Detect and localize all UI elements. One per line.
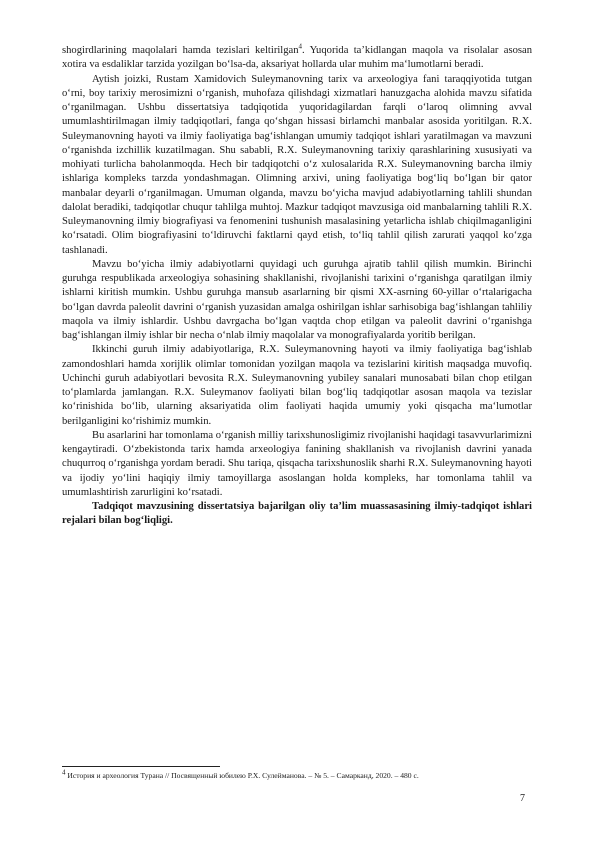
section-heading: Tadqiqot mavzusining dissertatsiya bajarilgan oliy ta’lim muassasasining ilmiy-tadqiqot ishlari rejalari bilan bog‘liqligi. [62, 501, 532, 527]
footnote-marker: 4 [62, 768, 66, 777]
paragraph-5: Bu asarlarini har tomonlama o‘rganish milliy tarixshunosligimiz rivojlanishi haqidagi tasavvurlarimizni kengaytiradi. O‘zbekistonda tarix hamda arxeologiya fanining shakllanish va rivojlanish davrini yanada chuqurroq o‘rganishga yordam beradi. Shu tariqa, qisqacha tarixshunoslik sharhi R.X. Suleymanovning hayoti va ijodiy yo‘lini haqiqiy ilmiy tamoyillarga asoslangan holda kompleks, har tomonlama tahlil va umumlashtirish zarurligini ko‘rsatadi. [62, 429, 532, 498]
footnote-text: История и археология Турана // Посвященный юбилею Р.Х. Сулейманова. – № 5. – Самарканд, 2020. – 480 с. [67, 771, 419, 780]
page-body [62, 44, 532, 529]
paragraph-1-text: shogirdlarining maqolalari hamda tezislari keltirilgan [62, 45, 299, 56]
paragraph-3: Mavzu bo‘yicha ilmiy adabiyotlarni quyidagi uch guruhga ajratib tahlil qilish mumkin. Birinchi guruhga respublikada arxeologiya sohasining shakllanishi, rivojlanishi tarixini o‘rganishga qaratilgan ilmiy ishlarni kiritish mumkin. Ushbu guruhga mansub asarlarning bir qismi XX-asrning 60-yillar o‘rtalarigacha bo‘lgan davrda paleolit davrini o‘rganish yuzasidan amalga oshirilgan ishlar sarhisobiga bag‘ishlangan tahliliy maqola va ilmiy ishlardir. Ushbu davrgacha bo‘lgan vaqtda chop etilgan va paleolit davrini o‘rganishga bag‘ishlangan ilmiy ishlar bir necha o‘nlab ilmiy maqolalar va monografiyalarda yoritib berilgan. [62, 258, 532, 341]
paragraph-1-tail: . Yuqorida ta’kidlangan maqola va risolalar asosan xotira va esdaliklar tarzida yozilgan bo‘lsa-da, aksariyat hollarda ular muhim ma‘lumotlarni beradi. [62, 45, 532, 71]
paragraph-2: Aytish joizki, Rustam Xamidovich Suleymanovning tarix va arxeologiya fani taraqqiyotida tutgan o‘rni, boy tarixiy merosimizni o‘rganish, muhofaza qilishdagi xizmatlari hanuzgacha alohida mavzu sifatida o‘rganilmagan. Ushbu dissertatsiya tadqiqotida yuqoridagilardan farqli o‘laroq olimning avval umumlashtirilmagan ilmiy tadqiqotlari, fanga qo‘shgan hissasi birlamchi manbalar asosida yoritilgan. R.X. Suleymanovning hayoti va ilmiy faoliyatiga bag‘ishlangan umumiy tadqiqot ishlari yaratilmagan va mavzuni o‘rganishda izchillik kuzatilmagan. Shu sababli, R.X. Suleymanovning tarixiy qarashlarining xususiyati va mohiyati turlicha baholanmoqda. Hech bir tadqiqotchi o‘z xulosalarida R.X. Suleymanovning barcha ilmiy ishlariga kompleks tarzda yondashmagan. Olimning arxivi, uning faoliyatiga bog‘liq bo‘lgan bir qator manbalar deyarli o‘rganilmagan. Umuman olganda, mavzu bo‘yicha mavjud adabiyotlarning tahlili shundan dalolat beradiki, tadqiqotlar chuqur tahlilga muhtoj. Mazkur tadqiqot mavzusiga oid manbalarning tahlili R.X. Suleymanovning ilmiy biografiyasi va fenomenini tushunish masalasining yetarlicha ishlab chiqilmaganligini ko‘rsatadi. Olim biografiyasini to‘ldiruvchi faktlarni qayd etish, to‘liq tahlil qilish zarurati yaqqol ko‘zga tashlanadi. [62, 73, 532, 256]
paragraph-4: Ikkinchi guruh ilmiy adabiyotlariga, R.X. Suleymanovning hayoti va ilmiy faoliyatiga bag‘ishlab zamondoshlari hamda xorijlik olimlar tomonidan yozilgan maqola va tezislarini kiritish maqsadga muvofiq. Uchinchi guruh adabiyotlari bevosita R.X. Suleymanovning yubiley sanalari munosabati bilan chop etilgan to‘plamlarda jamlangan. R.X. Suleymanov faoliyati bilan bog‘liq tadqiqotlar asosan maqola va tezislar ko‘rinishida bo‘lib, ularning aksariyatida olim faoliyati haqida umumiy yoki qisqacha ma‘lumotlar berilganligini ko‘rishimiz mumkin. [62, 344, 532, 427]
page-number: 7 [520, 793, 525, 804]
paragraph-1 [62, 44, 532, 73]
footnote-divider [62, 766, 220, 767]
footnote-reference[interactable]: 4 [298, 42, 303, 51]
footnote [62, 768, 534, 781]
